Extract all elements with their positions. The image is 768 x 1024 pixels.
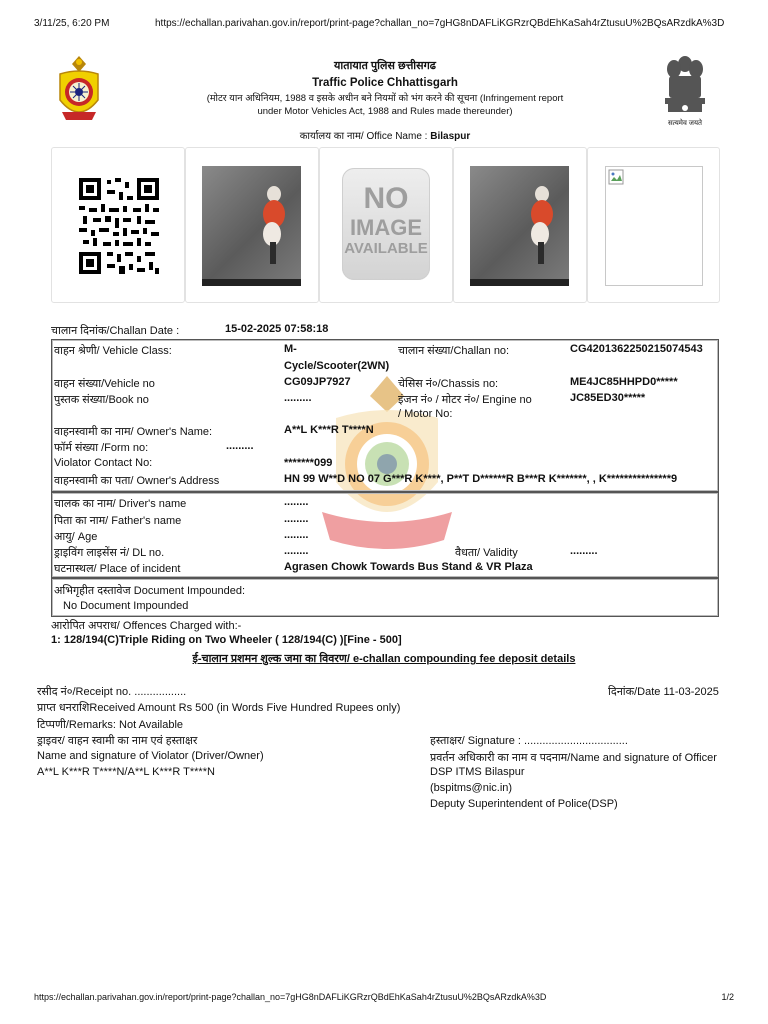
challan-date-value: 15-02-2025 07:58:18 [225, 323, 329, 335]
print-header [34, 18, 734, 32]
office-name: Bilaspur [430, 131, 471, 142]
father-name-value: ........ [284, 513, 309, 525]
documents-impounded-box [51, 578, 719, 617]
received-amount: प्राप्त धनराशिReceived Amount Rs 500 (in Words Five Hundred Rupees only) [37, 702, 401, 714]
form-no-value: ......... [226, 440, 254, 452]
office-name-row [180, 128, 590, 142]
violator-signature-label: Name and signature of Violator (Driver/Owner) [37, 750, 264, 762]
fee-deposit-heading: ई-चालान प्रशमन शुल्क जमा का विवरण/ e-challan compounding fee deposit details [192, 653, 576, 665]
office-label: कार्यालय का नाम/ Office Name : [299, 131, 428, 142]
vehicle-no-value: CG09JP7927 [284, 376, 351, 388]
chassis-no-value: ME4JC85HHPD0***** [570, 376, 678, 388]
father-name-label: पिता का नाम/ Father's name [54, 515, 182, 527]
evidence-image-row [51, 147, 718, 303]
print-footer [34, 992, 734, 1006]
vehicle-class-label: वाहन श्रेणी/ Vehicle Class: [54, 345, 172, 357]
challan-no-value: CG4201362250215074543 [570, 343, 703, 355]
traffic-police-logo [56, 54, 102, 128]
driver-name-value: ........ [284, 496, 309, 508]
owner-name-label: वाहनस्वामी का नाम/ Owner's Name: [54, 426, 213, 438]
violator-signature-label-hindi: ड्राइवर/ वाहन स्वामी का नाम एवं हस्ताक्षर [37, 735, 198, 747]
violator-contact-label: Violator Contact No: [54, 457, 153, 469]
place-of-incident-label: घटनास्थल/ Place of incident [54, 563, 181, 575]
dl-no-label: ड्राइविंग लाइसेंस नं/ DL no. [54, 547, 165, 559]
owner-address-label: वाहनस्वामी का पता/ Owner's Address [54, 475, 220, 487]
officer-email: (bspitms@nic.in) [430, 782, 513, 794]
vehicle-no-label: वाहन संख्या/Vehicle no [54, 378, 155, 390]
book-no-value: ......... [284, 392, 312, 404]
violator-contact-value: *******099 [284, 457, 333, 469]
officer-label: प्रवर्तन अधिकारी का नाम व पदनाम/Name and signature of Officer [430, 752, 717, 764]
print-url: https://echallan.parivahan.gov.in/report/print-page?challan_no=7gHG8nDAFLiKGRzrQBdEhKaSah4rZtusuU%2BQsARzdkA%3D [155, 18, 725, 29]
impounded-value: No Document Impounded [63, 600, 189, 612]
page-number: 1/2 [721, 992, 734, 1002]
driver-name-label: चालक का नाम/ Driver's name [54, 498, 187, 510]
no-image-text-1: NO [363, 182, 409, 215]
qr-code-tile [51, 147, 185, 303]
signature-line: हस्ताक्षर/ Signature : .................................. [430, 735, 628, 747]
officer-unit: DSP ITMS Bilaspur [430, 766, 525, 778]
officer-designation: Deputy Superintendent of Police(DSP) [430, 798, 618, 810]
remarks: टिप्पणी/Remarks: Not Available [37, 719, 184, 731]
engine-no-label-2: / Motor No: [398, 408, 453, 420]
driver-details-box [51, 492, 719, 578]
emblem-caption: सत्यमेव जयते [667, 120, 703, 127]
book-no-label: पुस्तक संख्या/Book no [54, 394, 149, 406]
age-label: आयु/ Age [54, 531, 98, 543]
no-image-text-2: IMAGE [349, 215, 423, 240]
violation-photo-tile-1[interactable] [185, 147, 319, 303]
offence-item: 1: 128/194(C)Triple Riding on Two Wheeler ( 128/194(C) )[Fine - 500] [51, 634, 402, 646]
age-value: ........ [284, 529, 309, 541]
impounded-label: अभिगृहीत दस्तावेज Document Impounded: [54, 585, 246, 597]
footer-url: https://echallan.parivahan.gov.in/report/print-page?challan_no=7gHG8nDAFLiKGRzrQBdEhKaSah4rZtusuU%2BQsARzdkA%3D [34, 992, 547, 1002]
broken-image-icon [608, 169, 624, 185]
subtitle-line-1: (मोटर यान अधिनियम, 1988 व इसके अधीन बने नियमों को भंग करने की सूचना (Infringement report [206, 93, 564, 104]
vehicle-owner-details-box [51, 339, 719, 492]
subtitle-line-2: under Motor Vehicles Act, 1988 and Rules made thereunder) [257, 106, 513, 117]
owner-address-value: HN 99 W**D NO 07 G***R K****, P**T D******R B***R K*******, , K***************9 [284, 473, 678, 485]
owner-name-value: A**L K***R T****N [284, 424, 374, 436]
vehicle-class-value-1: M- [284, 343, 297, 355]
violation-photo-2[interactable] [470, 166, 569, 286]
engine-no-value: JC85ED30***** [570, 392, 646, 404]
broken-image-frame [605, 166, 703, 286]
validity-label: वैधता/ Validity [455, 547, 518, 559]
vehicle-class-value-2: Cycle/Scooter(2WN) [284, 360, 390, 372]
form-no-label: फॉर्म संख्या /Form no: [54, 442, 149, 454]
engine-no-label-1: इंजन नं० / मोटर नं०/ Engine no [398, 394, 532, 406]
offences-label: आरोपित अपराध/ Offences Charged with:- [51, 620, 242, 632]
violation-photo-1[interactable] [202, 166, 301, 286]
national-emblem-logo [660, 52, 710, 132]
no-image-text-3: AVAILABLE [344, 240, 428, 257]
no-image-placeholder [342, 168, 430, 280]
report-title-block [180, 58, 590, 118]
chassis-no-label: चेसिस नं०/Chassis no: [398, 378, 499, 390]
title-hindi: यातायात पुलिस छत्तीसगढ [334, 60, 436, 72]
place-of-incident-value: Agrasen Chowk Towards Bus Stand & VR Plaza [284, 561, 533, 573]
receipt-no: रसीद नं०/Receipt no. ................. [37, 686, 187, 698]
qr-code [79, 178, 159, 274]
challan-no-label: चालान संख्या/Challan no: [398, 345, 510, 357]
no-image-tile [319, 147, 453, 303]
broken-image-tile [587, 147, 720, 303]
title-english: Traffic Police Chhattisgarh [312, 77, 458, 89]
violation-photo-tile-2[interactable] [453, 147, 587, 303]
challan-date-label: चालान दिनांक/Challan Date : [51, 325, 180, 337]
violator-names: A**L K***R T****N/A**L K***R T****N [37, 766, 215, 778]
dl-no-value: ........ [284, 545, 309, 557]
receipt-date: दिनांक/Date 11-03-2025 [608, 686, 719, 698]
validity-value: ......... [570, 545, 598, 557]
print-datetime: 3/11/25, 6:20 PM [34, 18, 110, 29]
